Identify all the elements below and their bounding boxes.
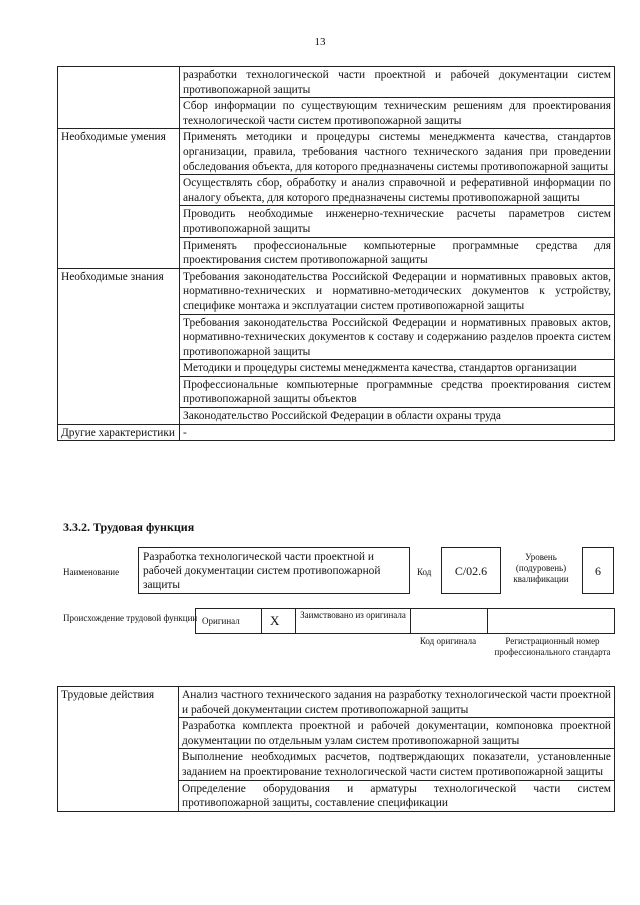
table-cell: Сбор информации по существующим техническим решениям для проектирования технологической части систем противопожарной защиты [180,98,615,129]
table-cell: - [180,424,615,441]
code-label: Код [417,567,432,577]
table-cell: разработки технологической части проектной и рабочей документации систем противопожарной защиты [180,67,615,98]
table-row [58,67,615,98]
table-cell: Разработка комплекта проектной и рабочей документации, компоновка проектной документации по отдельным узлам систем противопожарной защиты [179,718,615,749]
row-label-actions: Трудовые действия [58,687,179,812]
function-name-box [138,547,410,594]
table-cell: Требования законодательства Российской Федерации и нормативных правовых актов, нормативно-технических и нормативно-методических документов к устройству, специфике монтажа и эксплуатации систем противопожарной защиты [180,268,615,314]
level-box [582,547,614,594]
function-name-value: Разработка технологической части проектной и рабочей документации систем противопожарной защиты [143,551,381,591]
table-cell: Законодательство Российской Федерации в области охраны труда [180,408,615,425]
code-value: C/02.6 [454,564,488,578]
section-heading: 3.3.2. Трудовая функция [63,520,195,534]
row-label-knowledge: Необходимые знания [58,268,180,424]
table-cell: Профессиональные компьютерные программные средства проектирования систем противопожарной защиты объектов [180,376,615,407]
table-cell: Анализ частного технического задания на разработку технологической части проектной и рабочей документации систем противопожарной защиты [179,687,615,718]
level-label: Уровень (подуровень) квалификации [513,552,569,584]
table-row [58,687,615,718]
table-row [58,268,615,314]
code-original-label: Код оригинала [419,636,477,646]
table-row [58,424,615,441]
level-value: 6 [595,564,601,578]
page-number: 13 [314,36,326,48]
labor-actions-table [57,686,615,812]
table-cell: Определение оборудования и арматуры технологической части систем противопожарной защиты, составление спецификации [179,780,615,811]
original-label: Оригинал [202,616,240,626]
table-cell: Применять методики и процедуры системы менеджмента качества, стандартов организации, правила, требования частного технического задания при проведении обследования объекта, для которого предназначены системы противопожарной защиты [180,129,615,175]
row-label-skills: Необходимые умения [58,129,180,268]
table-row [58,129,615,175]
reg-number-label: Регистрационный номер профессионального стандарта [494,636,611,657]
table-cell: Выполнение необходимых расчетов, подтверждающих показатели, установленные заданием на проектирование технологической части систем противопожарной защиты [179,749,615,780]
row-label-other: Другие характеристики [58,424,180,441]
divider [261,608,262,634]
code-box [441,547,501,594]
row-label [58,67,180,129]
table-cell: Осуществлять сбор, обработку и анализ справочной и реферативной информации по аналогу объекта, для которого предназначены системы противопожарной защиты [180,175,615,206]
divider [295,608,296,634]
table-cell: Методики и процедуры системы менеджмента качества, стандартов организации [180,360,615,377]
skills-knowledge-table [57,66,615,441]
table-cell: Проводить необходимые инженерно-технические расчеты параметров систем противопожарной защиты [180,206,615,237]
original-mark: X [270,613,280,628]
divider [410,608,411,634]
table-cell: Требования законодательства Российской Федерации и нормативных правовых актов, нормативно-технических документов к составу и содержанию разделов проекта систем противопожарной защиты [180,314,615,360]
borrowed-label: Заимствовано из оригинала [300,610,406,620]
table-cell: Применять профессиональные компьютерные программные средства для проектирования систем противопожарной защиты [180,237,615,268]
origin-label: Происхождение трудовой функции [63,613,198,623]
name-label: Наименование [63,567,120,577]
divider [487,608,488,634]
